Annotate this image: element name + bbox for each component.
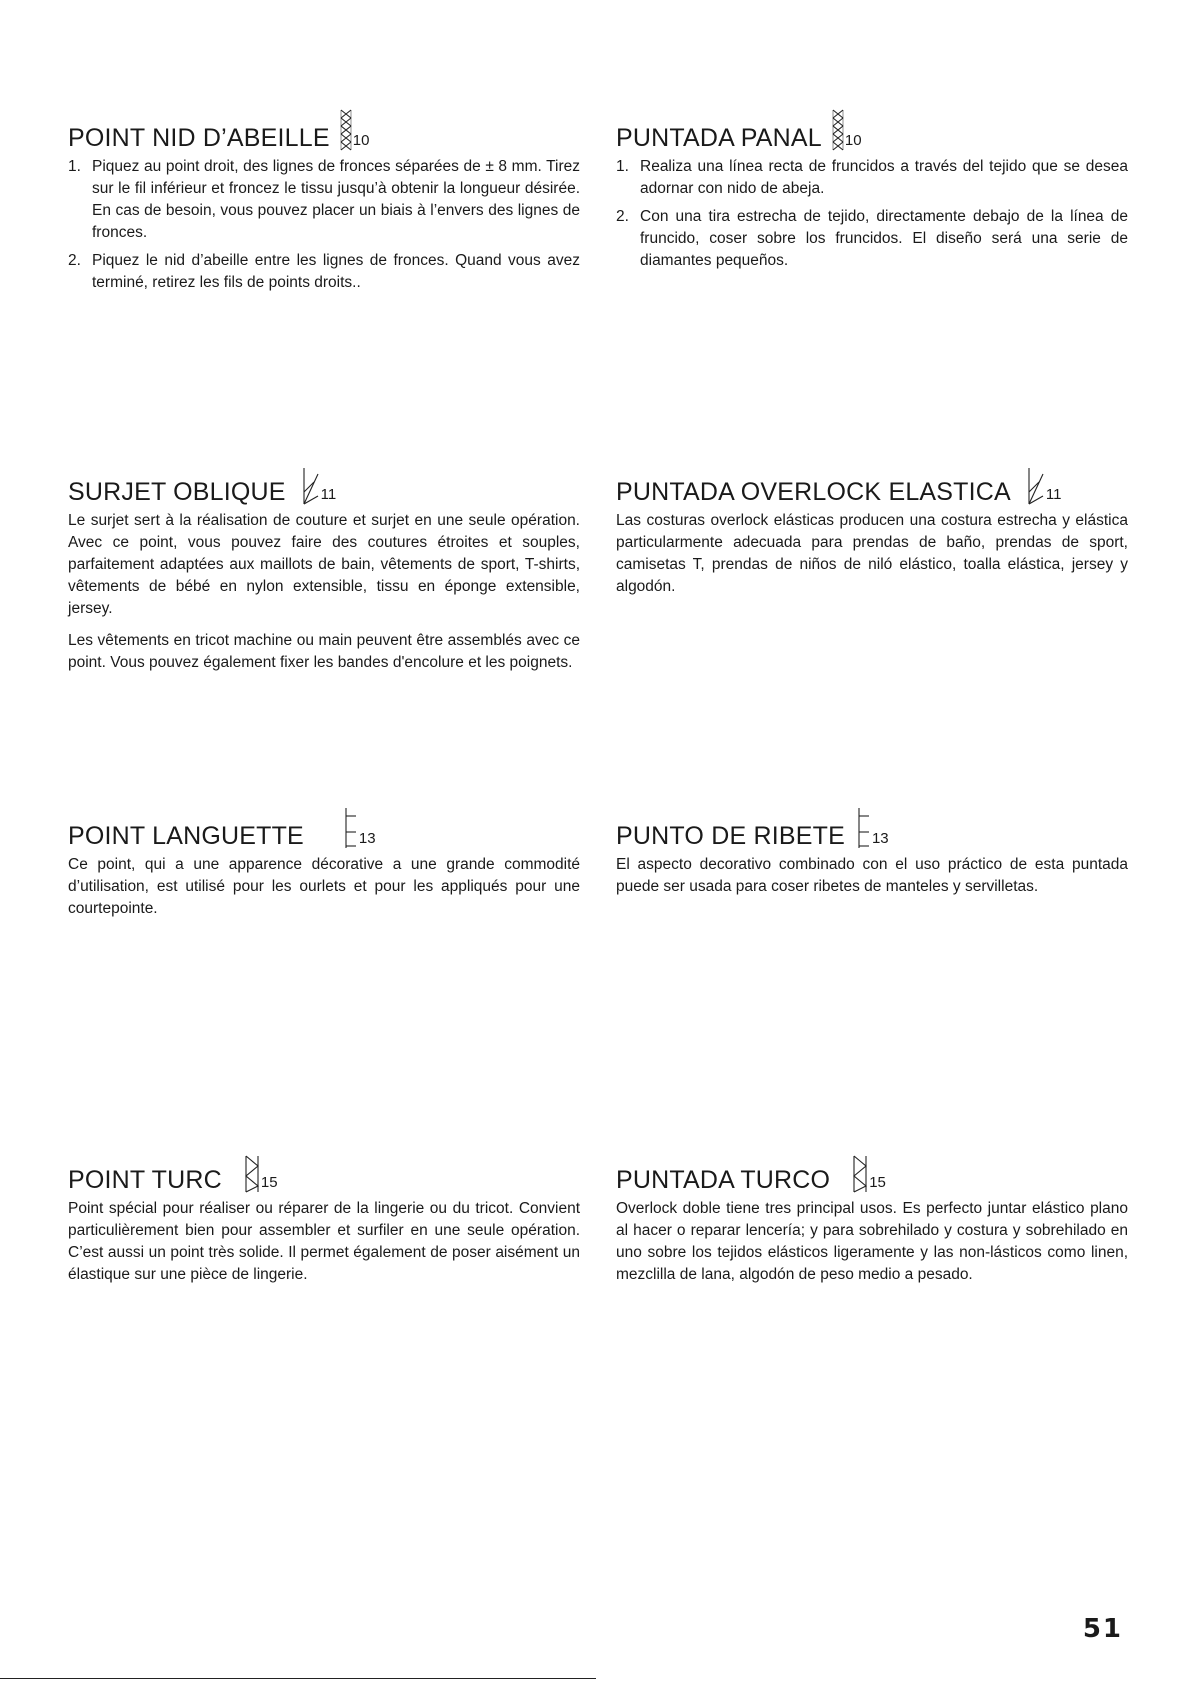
section-puntada-turco bbox=[616, 1134, 1128, 1296]
list-item bbox=[68, 156, 580, 244]
honeycomb-stitch-icon bbox=[340, 108, 352, 152]
stitch-indicator bbox=[1027, 466, 1062, 506]
section-heading bbox=[68, 446, 580, 506]
section-point-languette bbox=[68, 790, 580, 930]
stitch-indicator bbox=[340, 108, 370, 152]
bottom-rule bbox=[0, 1678, 596, 1679]
overlock-stitch-icon bbox=[1027, 466, 1045, 506]
honeycomb-stitch-icon bbox=[832, 108, 844, 152]
stitch-number: 11 bbox=[1045, 486, 1062, 503]
section-point-turc bbox=[68, 1134, 580, 1296]
step-number: 2. bbox=[68, 252, 81, 269]
section-title: POINT NID D’ABEILLE bbox=[68, 124, 330, 152]
section-heading bbox=[68, 790, 580, 850]
section-puntada-panal bbox=[616, 92, 1128, 278]
list-item bbox=[68, 250, 580, 294]
double-overlock-stitch-icon bbox=[852, 1154, 868, 1194]
section-title: SURJET OBLIQUE bbox=[68, 478, 286, 506]
paragraph: Las costuras overlock elásticas producen una costura estrecha y elástica particularmente adecuada para prendas de baño, prendas de sport, camisetas T, prendas de niños de niló elástico, toalla elástica, jersey y algodón. bbox=[616, 512, 1128, 595]
paragraph: El aspecto decorativo combinado con el uso práctico de esta puntada puede ser usada para coser ribetes de manteles y servilletas. bbox=[616, 856, 1128, 895]
paragraph: Overlock doble tiene tres principal usos. Es perfecto juntar elástico plano al hacer o reparar lencería; y para sobrehilado y costura y sobrehilado en uno sobre los tejidos elásticos ligeramente y las non-lásticos como linen, mezclilla de lana, algodón de peso medio a pesado. bbox=[616, 1200, 1128, 1283]
step-text: Piquez le nid d’abeille entre les lignes de fronces. Quand vous avez terminé, retirez les fils de points droits.. bbox=[92, 252, 580, 291]
stitch-indicator bbox=[857, 806, 889, 850]
section-title: PUNTO DE RIBETE bbox=[616, 822, 845, 850]
step-number: 1. bbox=[616, 158, 629, 175]
section-heading bbox=[616, 446, 1128, 506]
section-title: PUNTADA OVERLOCK ELASTICA bbox=[616, 478, 1011, 506]
stitch-indicator bbox=[832, 108, 862, 152]
section-surjet-oblique bbox=[68, 446, 580, 684]
blanket-stitch-icon bbox=[344, 806, 358, 850]
section-point-nid-abeille bbox=[68, 92, 580, 300]
section-title: POINT LANGUETTE bbox=[68, 822, 304, 850]
step-list bbox=[68, 156, 580, 294]
section-heading bbox=[68, 92, 580, 152]
blanket-stitch-icon bbox=[857, 806, 871, 850]
step-text: Realiza una línea recta de fruncidos a través del tejido que se desea adornar con nido de abeja. bbox=[640, 158, 1128, 197]
double-overlock-stitch-icon bbox=[244, 1154, 260, 1194]
stitch-indicator bbox=[244, 1154, 278, 1194]
section-title: PUNTADA TURCO bbox=[616, 1166, 831, 1194]
stitch-number: 15 bbox=[260, 1174, 278, 1191]
section-title: POINT TURC bbox=[68, 1166, 222, 1194]
stitch-number: 15 bbox=[869, 1174, 886, 1191]
stitch-indicator bbox=[344, 806, 376, 850]
step-number: 2. bbox=[616, 208, 629, 225]
stitch-indicator bbox=[852, 1154, 886, 1194]
stitch-number: 11 bbox=[320, 486, 337, 503]
paragraph: Le surjet sert à la réalisation de couture et surjet en une seule opération. Avec ce point, vous pouvez faire des coutures étroites et souples, parfaitement adaptées aux maillots de bain, vêtements de sport, T-shirts, vêtements de bébé en nylon extensible, tissu en éponge extensible, jersey. bbox=[68, 512, 580, 617]
list-item bbox=[616, 206, 1128, 272]
step-text: Piquez au point droit, des lignes de fronces séparées de ± 8 mm. Tirez sur le fil inférieur et froncez le tissu jusqu’à obtenir la longueur désirée. En cas de besoin, vous pouvez placer un biais à l’envers des lignes de fronces. bbox=[92, 158, 580, 241]
page-number: 51 bbox=[1082, 1614, 1123, 1644]
step-list bbox=[616, 156, 1128, 272]
stitch-number: 13 bbox=[358, 830, 376, 847]
stitch-indicator bbox=[302, 466, 337, 506]
step-number: 1. bbox=[68, 158, 81, 175]
paragraph: Point spécial pour réaliser ou réparer de la lingerie ou du tricot. Convient particulièrement bien pour assembler et surfiler en une seule opération. C’est aussi un point très solide. Il permet également de poser aisément un élastique sur une pièce de lingerie. bbox=[68, 1200, 580, 1283]
section-heading bbox=[616, 1134, 1128, 1194]
overlock-stitch-icon bbox=[302, 466, 320, 506]
stitch-number: 10 bbox=[844, 132, 862, 149]
stitch-number: 10 bbox=[352, 132, 370, 149]
section-heading bbox=[68, 1134, 580, 1194]
section-puntada-overlock-elastica bbox=[616, 446, 1128, 608]
paragraph: Ce point, qui a une apparence décorative a une grande commodité d’utilisation, est utilisé pour les ourlets et pour les appliqués pour une courtepointe. bbox=[68, 856, 580, 917]
list-item bbox=[616, 156, 1128, 200]
section-heading bbox=[616, 92, 1128, 152]
stitch-number: 13 bbox=[871, 830, 889, 847]
paragraph: Les vêtements en tricot machine ou main peuvent être assemblés avec ce point. Vous pouvez également fixer les bandes d'encolure et les poignets. bbox=[68, 632, 580, 671]
section-heading bbox=[616, 790, 1128, 850]
section-punto-de-ribete bbox=[616, 790, 1128, 908]
step-text: Con una tira estrecha de tejido, directamente debajo de la línea de fruncido, coser sobre los fruncidos. El diseño será una serie de diamantes pequeños. bbox=[640, 208, 1128, 269]
section-title: PUNTADA PANAL bbox=[616, 124, 822, 152]
